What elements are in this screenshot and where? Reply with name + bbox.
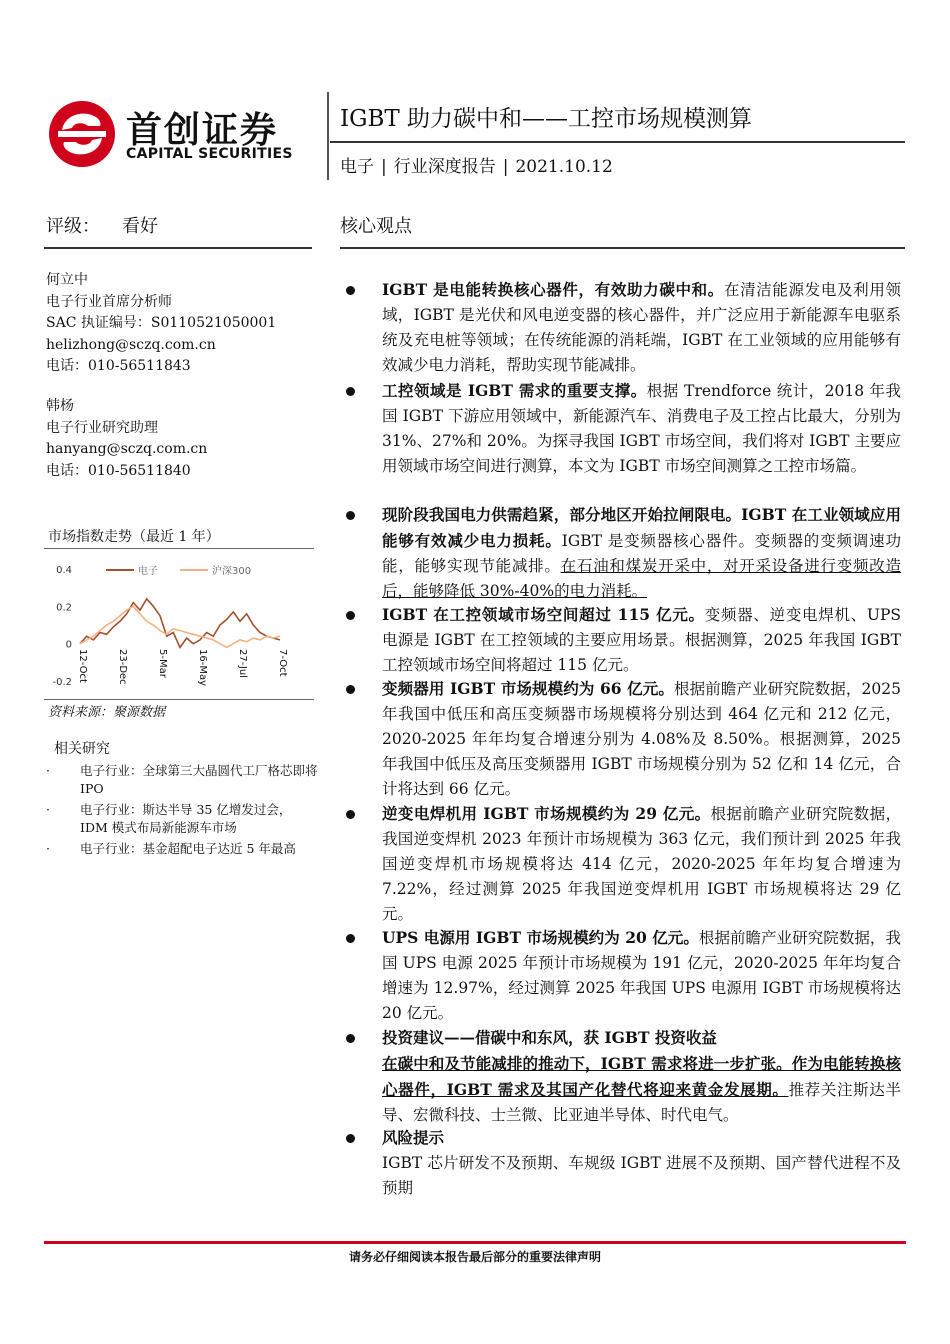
point-heading: 逆变电焊机用 IGBT 市场规模约为 29 亿元。 [382, 804, 711, 823]
point-underlined: 在碳中和及节能减排的推动下，IGBT 需求将进一步扩张。作为电能转换核心器件，IGBT 需求及其国产化替代将迎来黄金发展期。 [382, 1054, 901, 1099]
analyst-license: SAC 执证编号：S0110521050001 [46, 315, 277, 331]
y-tick-label: 0 [65, 639, 72, 651]
point-body: 根据前瞻产业研究院数据，我国 UPS 电源 2025 年预计市场规模为 191 亿元，2020-2025 年年均复合增速为 12.97%，经过测算 2025 年我国 UPS 电源用 IGBT 市场规模将达 20 亿元。 [382, 929, 901, 1022]
related-research-text: 电子行业：全球第三大晶圆代工厂格芯即将 IPO [80, 763, 318, 796]
series-line [80, 606, 280, 647]
rating-value: 看好 [122, 216, 158, 237]
header-divider-vertical [327, 92, 329, 180]
market-chart-svg [44, 549, 314, 699]
point-body: 在清洁能源发电及利用领域，IGBT 是光伏和风电逆变器的核心器件，并广泛应用于新能源车电驱系统及充电桩等领域；在传统能源的消耗端，IGBT 在工业领域的应用能够有效减少电力消耗，帮助实现节能减排。 [382, 281, 901, 374]
core-point [346, 801, 901, 927]
core-point [346, 277, 901, 378]
company-logo [48, 100, 318, 170]
analyst-title: 电子行业首席分析师 [46, 293, 172, 310]
core-point [346, 378, 901, 479]
y-tick-label: 0.4 [56, 565, 72, 576]
point-body: 根据前瞻产业研究院数据，我国逆变焊机 2023 年预计市场规模为 363 亿元，我们预计到 2025 年我国逆变焊机市场规模将达 414 亿元，2020-2025 年年均复合增速为 7.22%，经过测算 2025 年我国逆变焊机用 IGBT 市场规模将达 29 亿元。 [382, 805, 901, 923]
bullet-icon [346, 685, 355, 694]
bullet-icon [346, 1034, 355, 1043]
core-point [346, 1025, 901, 1128]
related-research-text: 电子行业：斯达半导 35 亿增发过会，IDM 模式布局新能源车市场 [80, 802, 292, 835]
related-research-list [46, 762, 318, 862]
analyst-phone: 电话：010-56511840 [46, 462, 191, 479]
rating [46, 212, 158, 238]
analyst-name: 韩杨 [46, 398, 74, 414]
related-research-text: 电子行业：基金超配电子达近 5 年最高 [80, 841, 296, 856]
bullet-icon [346, 286, 355, 295]
point-heading: 投资建议——借碳中和东风，获 IGBT 投资收益 [382, 1028, 717, 1047]
bullet-dot: · [46, 841, 50, 856]
market-chart [44, 548, 314, 700]
point-heading: 工控领域是 IGBT 需求的重要支撑。 [382, 381, 647, 400]
point-heading: 变频器用 IGBT 市场规模约为 66 亿元。 [382, 679, 674, 698]
point-heading: 现阶段我国电力供需趋紧，部分地区开始拉闸限电。IGBT 在工业领域应用能够有效减少电力损耗。 [382, 505, 901, 550]
x-tick-label: 27-Jul [237, 649, 248, 678]
point-body: 根据 Trendforce 统计，2018 年我国 IGBT 下游应用领域中，新能源汽车、消费电子及工控占比最大，分别为 31%、27%和 20%。为探寻我国 IGBT 市场空间，我们将对 IGBT 主要应用领域市场空间进行测算，本文为 IGBT 市场空间测算之工控市场篇。 [382, 382, 902, 475]
analyst-card [46, 270, 276, 378]
related-research-item[interactable] [46, 840, 318, 858]
analyst-name: 何立中 [46, 272, 88, 288]
bullet-dot: · [46, 802, 50, 817]
report-date: 2021.10.12 [515, 157, 613, 177]
report-meta [340, 152, 613, 177]
logo-mark-icon [48, 100, 116, 168]
analyst-card [46, 396, 207, 482]
point-heading: UPS 电源用 IGBT 市场规模约为 20 亿元。 [382, 928, 699, 947]
point-underlined: 在石油和煤炭开采中，对开采设备进行变频改造后，能够降低 30%-40%的电力消耗。 [382, 557, 901, 600]
core-point [346, 676, 901, 802]
x-tick-label: 5-Mar [157, 649, 168, 678]
point-heading: IGBT 是电能转换核心器件，有效助力碳中和。 [382, 280, 724, 299]
y-tick-label: 0.2 [56, 602, 72, 614]
point-body: 根据前瞻产业研究院数据，2025 年我国中低压和高压变频器市场规模将分别达到 464 亿元和 212 亿元，2020-2025 年年均复合增速分别为 4.08%及 8.50%。根据测算，2025 年我国中低压及高压变频器用 IGBT 市场规模分别为 52 亿和 14 亿元，合计将达到 66 亿元。 [382, 680, 902, 798]
point-heading: IGBT 在工控领域市场空间超过 115 亿元。 [382, 605, 705, 624]
bullet-icon [346, 511, 355, 520]
point-heading: 风险提示 [382, 1128, 445, 1147]
legal-notice: 请务必仔细阅读本报告最后部分的重要法律声明 [348, 1250, 601, 1264]
report-title: IGBT 助力碳中和——工控市场规模测算 [340, 106, 753, 132]
report-type: 行业深度报告 [393, 157, 496, 177]
related-research-title: 相关研究 [54, 741, 110, 757]
logo-chinese-text: 首创证券 [126, 110, 279, 151]
legend-label: 电子 [138, 566, 158, 577]
meta-separator: | [502, 157, 509, 177]
x-tick-label: 16-May [197, 649, 208, 687]
point-body: 推荐关注斯达半导、宏微科技、士兰微、比亚迪半导体、时代电气。 [382, 1081, 901, 1124]
legend-label: 沪深300 [212, 566, 252, 577]
analyst-title: 电子行业研究助理 [46, 419, 158, 436]
chart-source: 资料来源：聚源数据 [48, 705, 166, 720]
logo-english-text: CAPITAL SECURITIES [126, 146, 293, 162]
y-tick-label: -0.2 [52, 677, 72, 688]
x-tick-label: 23-Dec [117, 649, 128, 685]
related-research-item[interactable] [46, 762, 318, 797]
industry-label: 电子 [340, 157, 374, 177]
analyst-email[interactable]: helizhong@sczq.com.cn [46, 336, 216, 353]
bullet-icon [346, 611, 355, 620]
rating-label: 评级： [46, 216, 100, 237]
bullet-icon [346, 810, 355, 819]
core-view-title: 核心观点 [340, 216, 412, 237]
bullet-dot: · [46, 763, 50, 778]
footer-divider [44, 1241, 906, 1244]
core-point [346, 502, 901, 604]
core-point [346, 602, 901, 678]
market-chart-title: 市场指数走势（最近 1 年） [48, 529, 220, 545]
meta-separator: | [381, 157, 387, 177]
analyst-email[interactable]: hanyang@sczq.com.cn [46, 441, 208, 457]
related-research-item[interactable] [46, 801, 318, 836]
bullet-icon [346, 387, 355, 396]
point-body: IGBT 芯片研发不及预期、车规级 IGBT 进展不及预期、国产替代进程不及预期 [382, 1154, 901, 1197]
point-body: IGBT 是变频器核心器件。变频器的变频调速功能，能够实现节能减排。 [382, 532, 901, 575]
section-divider-right [340, 247, 905, 249]
x-tick-label: 7-Oct [277, 649, 288, 677]
bullet-icon [346, 1134, 355, 1143]
core-point [346, 1125, 901, 1201]
core-point [346, 925, 901, 1026]
header-divider-horizontal [330, 141, 905, 143]
point-body: 变频器、逆变电焊机、UPS 电源是 IGBT 在工控领域的主要应用场景。根据测算，2025 年我国 IGBT 工控领域市场空间将超过 115 亿元。 [382, 606, 901, 674]
section-divider-left [44, 247, 312, 249]
bullet-icon [346, 934, 355, 943]
x-tick-label: 12-Oct [77, 649, 88, 683]
analyst-phone: 电话：010-56511843 [46, 358, 191, 374]
